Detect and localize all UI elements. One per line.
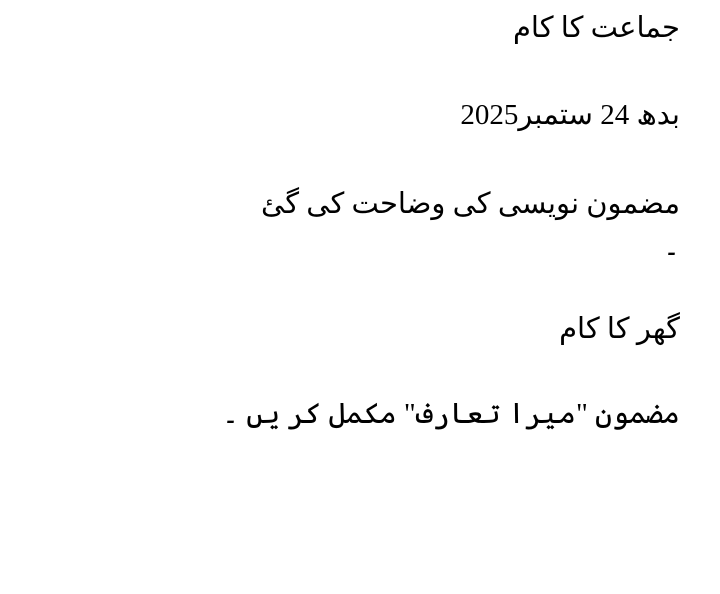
homework-body-text: مضمون "میرا تعارف" مکمل کر یں ۔: [222, 397, 680, 430]
slide-text-block: [40, 8, 680, 461]
date-text: بدھ 24 ستمبر2025: [460, 99, 680, 132]
classwork-heading: جماعت کا کام: [512, 12, 680, 44]
classwork-dash-text: ۔: [663, 229, 680, 262]
classwork-body-text: مضمون نویسی کی وضاحت کی گئ: [261, 188, 680, 221]
homework-heading: گھر کا کام: [559, 312, 680, 345]
